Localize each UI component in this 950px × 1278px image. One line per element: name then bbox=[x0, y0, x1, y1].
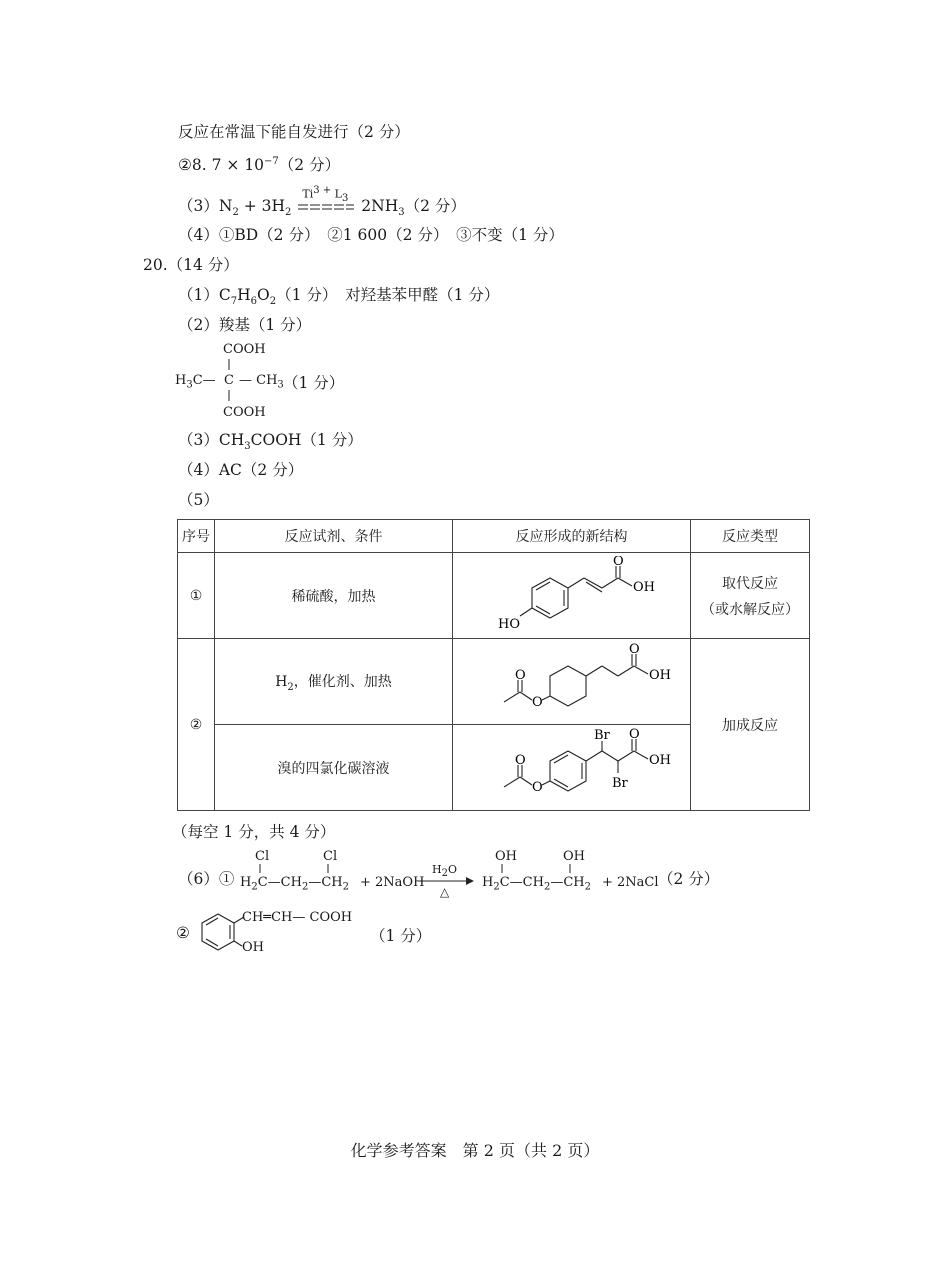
mol3-carbonyl-o: O bbox=[628, 726, 640, 742]
row1-num: ① bbox=[178, 553, 215, 639]
q6-score2: （1 分） bbox=[370, 927, 432, 945]
mol2-acetyl-o: O bbox=[514, 667, 526, 683]
cyclohexyl-acetate-acid-molecule bbox=[472, 642, 672, 722]
row2a-reagent: $H_2$，催化剂、加热 bbox=[215, 639, 453, 725]
product-oh-1: OH bbox=[495, 849, 517, 864]
mol2-ester-o: O bbox=[531, 694, 543, 710]
structure-right-ch3: — $CH_3$ bbox=[239, 373, 284, 391]
row1-reagent: 稀硫酸，加热 bbox=[215, 553, 453, 639]
hydroxycinnamic-acid-molecule bbox=[472, 556, 672, 636]
header-structure: 反应形成的新结构 bbox=[453, 520, 691, 553]
condition-h2o: $H_2O$ bbox=[432, 863, 457, 880]
reactant-chain: $H_2C—CH_2—CH_2$ bbox=[240, 875, 349, 893]
header-num: 序号 bbox=[178, 520, 215, 553]
q20-part5: （5） bbox=[178, 491, 219, 509]
reactant-cl-1: Cl bbox=[255, 849, 270, 864]
row2b-reagent: 溴的四氯化碳溶液 bbox=[215, 725, 453, 811]
q20-part6-reaction bbox=[178, 845, 818, 899]
mol1-ho: HO bbox=[497, 616, 520, 632]
answer-line-1: 反应在常温下能自发进行（2 分） bbox=[178, 123, 410, 141]
product-nacl: + 2NaCl bbox=[602, 875, 659, 890]
row2a-structure bbox=[453, 639, 691, 725]
q6-part2-label: ② bbox=[176, 924, 190, 942]
dicarboxylic-structure bbox=[175, 340, 375, 420]
product-oh-2: OH bbox=[563, 849, 585, 864]
table-row-1 bbox=[178, 553, 810, 639]
row1-structure bbox=[453, 553, 691, 639]
answer-line-4: （4）①BD（2 分） ②1 600（2 分） ③不变（1 分） bbox=[178, 226, 564, 244]
answer-line-3: $(3)N_2 + 3H_2$ $Ti^{3 +}$ $L_3$ $2NH_3(2$ 分） bbox=[178, 196, 466, 223]
header-reagent: 反应试剂、条件 bbox=[215, 520, 453, 553]
structure-center-c: C bbox=[224, 373, 234, 388]
question-20-header: 20.（14 分） bbox=[143, 256, 239, 274]
reaction-table bbox=[177, 519, 810, 811]
dibromo-molecule bbox=[472, 727, 672, 809]
condition-heat: △ bbox=[440, 885, 450, 899]
catalyst-label: $Ti^{3 +}$ $L_3$ bbox=[302, 185, 349, 204]
mol2-carbonyl-o: O bbox=[628, 641, 640, 657]
q20-part3: $(3)CH_3COOH(1$ 分） bbox=[178, 431, 363, 453]
q20-part2: （2）羧基（1 分） bbox=[178, 316, 312, 334]
structure-score: （1 分） bbox=[283, 374, 345, 392]
mol3-acetyl-o: O bbox=[514, 752, 526, 768]
answer-line-2: ②8. $7 \times 10^{-7}(2$ 分） bbox=[178, 156, 341, 175]
reaction-arrow bbox=[296, 185, 356, 217]
q20-part1: $(1)C_7H_6O_2(1$ 分） 对羟基苯甲醛（1 分） bbox=[178, 286, 500, 308]
mol1-carbonyl-o: O bbox=[612, 555, 624, 569]
header-type: 反应类型 bbox=[691, 520, 810, 553]
structure-bottom-cooh: COOH bbox=[223, 405, 266, 420]
table-header-row bbox=[178, 520, 810, 553]
equilibrium-sign bbox=[296, 197, 356, 217]
row1-type-line1: 取代反应 bbox=[722, 575, 778, 592]
mol1-oh: OH bbox=[632, 579, 655, 595]
product-chain: $H_2C—CH_2—CH_2$ bbox=[482, 875, 591, 893]
row1-type bbox=[691, 553, 810, 639]
mol3-br-bottom: Br bbox=[611, 775, 628, 791]
side-chain: CH═CH— COOH bbox=[242, 910, 353, 925]
q20-part6-structure bbox=[176, 902, 496, 962]
structure-top-cooh: COOH bbox=[223, 342, 266, 357]
row2-num: ② bbox=[178, 639, 215, 811]
phenol-oh: OH bbox=[242, 940, 264, 955]
reactant-cl-2: Cl bbox=[323, 849, 338, 864]
reagent-naoh: + 2NaOH bbox=[360, 875, 425, 890]
mol3-oh: OH bbox=[648, 752, 671, 768]
table-scoring-note: （每空 1 分，共 4 分） bbox=[172, 823, 336, 841]
row1-type-line2: （或水解反应） bbox=[701, 601, 799, 618]
mol2-oh: OH bbox=[648, 667, 671, 683]
mol3-ester-o: O bbox=[531, 779, 543, 795]
structure-left-ch3: $H_3C—$ bbox=[175, 373, 216, 391]
row2b-structure bbox=[453, 725, 691, 811]
q20-part4: （4）AC（2 分） bbox=[178, 461, 304, 479]
page-footer: 化学参考答案 第 2 页（共 2 页） bbox=[350, 1141, 600, 1160]
table-row-2a bbox=[178, 639, 810, 725]
q6-label: （6）① bbox=[178, 870, 235, 888]
q6-score1: （2 分） bbox=[658, 870, 720, 888]
row2-type: 加成反应 bbox=[691, 639, 810, 811]
mol3-br-top: Br bbox=[593, 727, 610, 743]
